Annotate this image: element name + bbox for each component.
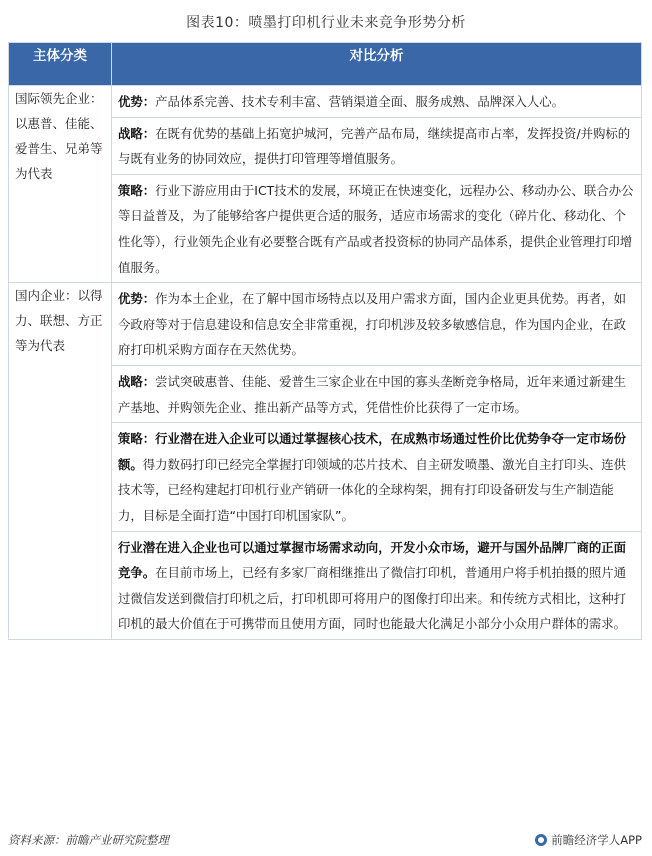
table-row	[9, 86, 642, 118]
footer	[8, 832, 642, 850]
chart-title: 图表10：喷墨打印机行业未来竞争形势分析	[186, 15, 466, 31]
analysis-cell	[112, 174, 642, 282]
analysis-cell	[112, 423, 642, 531]
source-note: 资料来源：前瞻产业研究院整理	[8, 833, 169, 847]
row-text: 尝试突破惠普、佳能、爱普生三家企业在中国的寡头垄断竞争格局，近年来通过新建生产基地、并购领先企业、推出新产品等方式，凭借性价比获得了一定市场。	[118, 373, 627, 415]
row-text: 作为本土企业，在了解中国市场特点以及用户需求方面，国内企业更具优势。再者，如今政府等对于信息建设和信息安全非常重视，打印机涉及较多敏感信息，作为国内企业，在政府打印机采购方面存在天然优势。	[118, 291, 627, 358]
row-label: 策略：	[118, 182, 156, 198]
comparison-table	[8, 42, 642, 640]
analysis-cell	[112, 86, 642, 118]
row-text: 在目前市场上，已经有多家厂商相继推出了微信打印机，普通用户将手机拍摄的照片通过微信发送到微信打印机之后，打印机即可将用户的图像打印出来。和传统方式相比，这种打印机的最大价值在于可携带而且使用方面，同时也能最大化满足小部分小众用户群体的需求。	[118, 565, 627, 632]
brand-logo-icon	[535, 834, 547, 846]
row-text: 在既有优势的基础上拓宽护城河，完善产品布局，继续提高市占率，发挥投资/并购标的与既有业务的协同效应，提供打印管理等增值服务。	[118, 125, 631, 167]
row-bold-text: 行业潜在进入企业可以通过掌握核心技术，在成熟市场通过性价比优势争夺一定市场份额。	[118, 431, 627, 472]
analysis-cell	[112, 531, 642, 639]
header-category: 主体分类	[9, 43, 112, 86]
row-bold-text: 行业潜在进入企业也可以通过掌握市场需求动向，开发小众市场，避开与国外品牌厂商的正面竞争。	[118, 539, 627, 581]
table-row	[9, 283, 642, 366]
row-label: 战略：	[118, 125, 156, 141]
header-analysis: 对比分析	[112, 43, 642, 86]
category-cell: 国际领先企业：以惠普、佳能、爱普生、兄弟等为代表	[9, 86, 112, 283]
row-label: 优势：	[118, 94, 156, 109]
row-text: 得力数码打印已经完全掌握打印领域的芯片技术、自主研发喷墨、激光自主打印头、连供技术等，已经构建起打印机行业产销研一体化的全球构架，拥有打印设备研发与生产制造能力，目标是全面打造“中国打印机国家队”。	[118, 456, 627, 523]
analysis-cell	[112, 365, 642, 422]
header-row	[9, 43, 642, 86]
row-label: 战略：	[118, 373, 156, 389]
category-cell: 国内企业：以得力、联想、方正等为代表	[9, 283, 112, 640]
row-text: 产品体系完善、技术专利丰富、营销渠道全面、服务成熟、品牌深入人心。	[155, 94, 565, 109]
brand	[535, 832, 642, 848]
analysis-cell	[112, 283, 642, 366]
analysis-cell	[112, 117, 642, 174]
row-label: 策略：	[118, 431, 156, 447]
row-label: 优势：	[118, 291, 156, 307]
brand-name: 前瞻经济学人APP	[551, 833, 642, 847]
row-text: 行业下游应用由于ICT技术的发展，环境正在快速变化，远程办公、移动办公、联合办公等日益普及，为了能够给客户提供更合适的服务，适应市场需求的变化（碎片化、移动化、个性化等），行业领先企业有必要整合既有产品或者投资标的协同产品体系，提供企业管理打印增值服务。	[118, 182, 634, 275]
